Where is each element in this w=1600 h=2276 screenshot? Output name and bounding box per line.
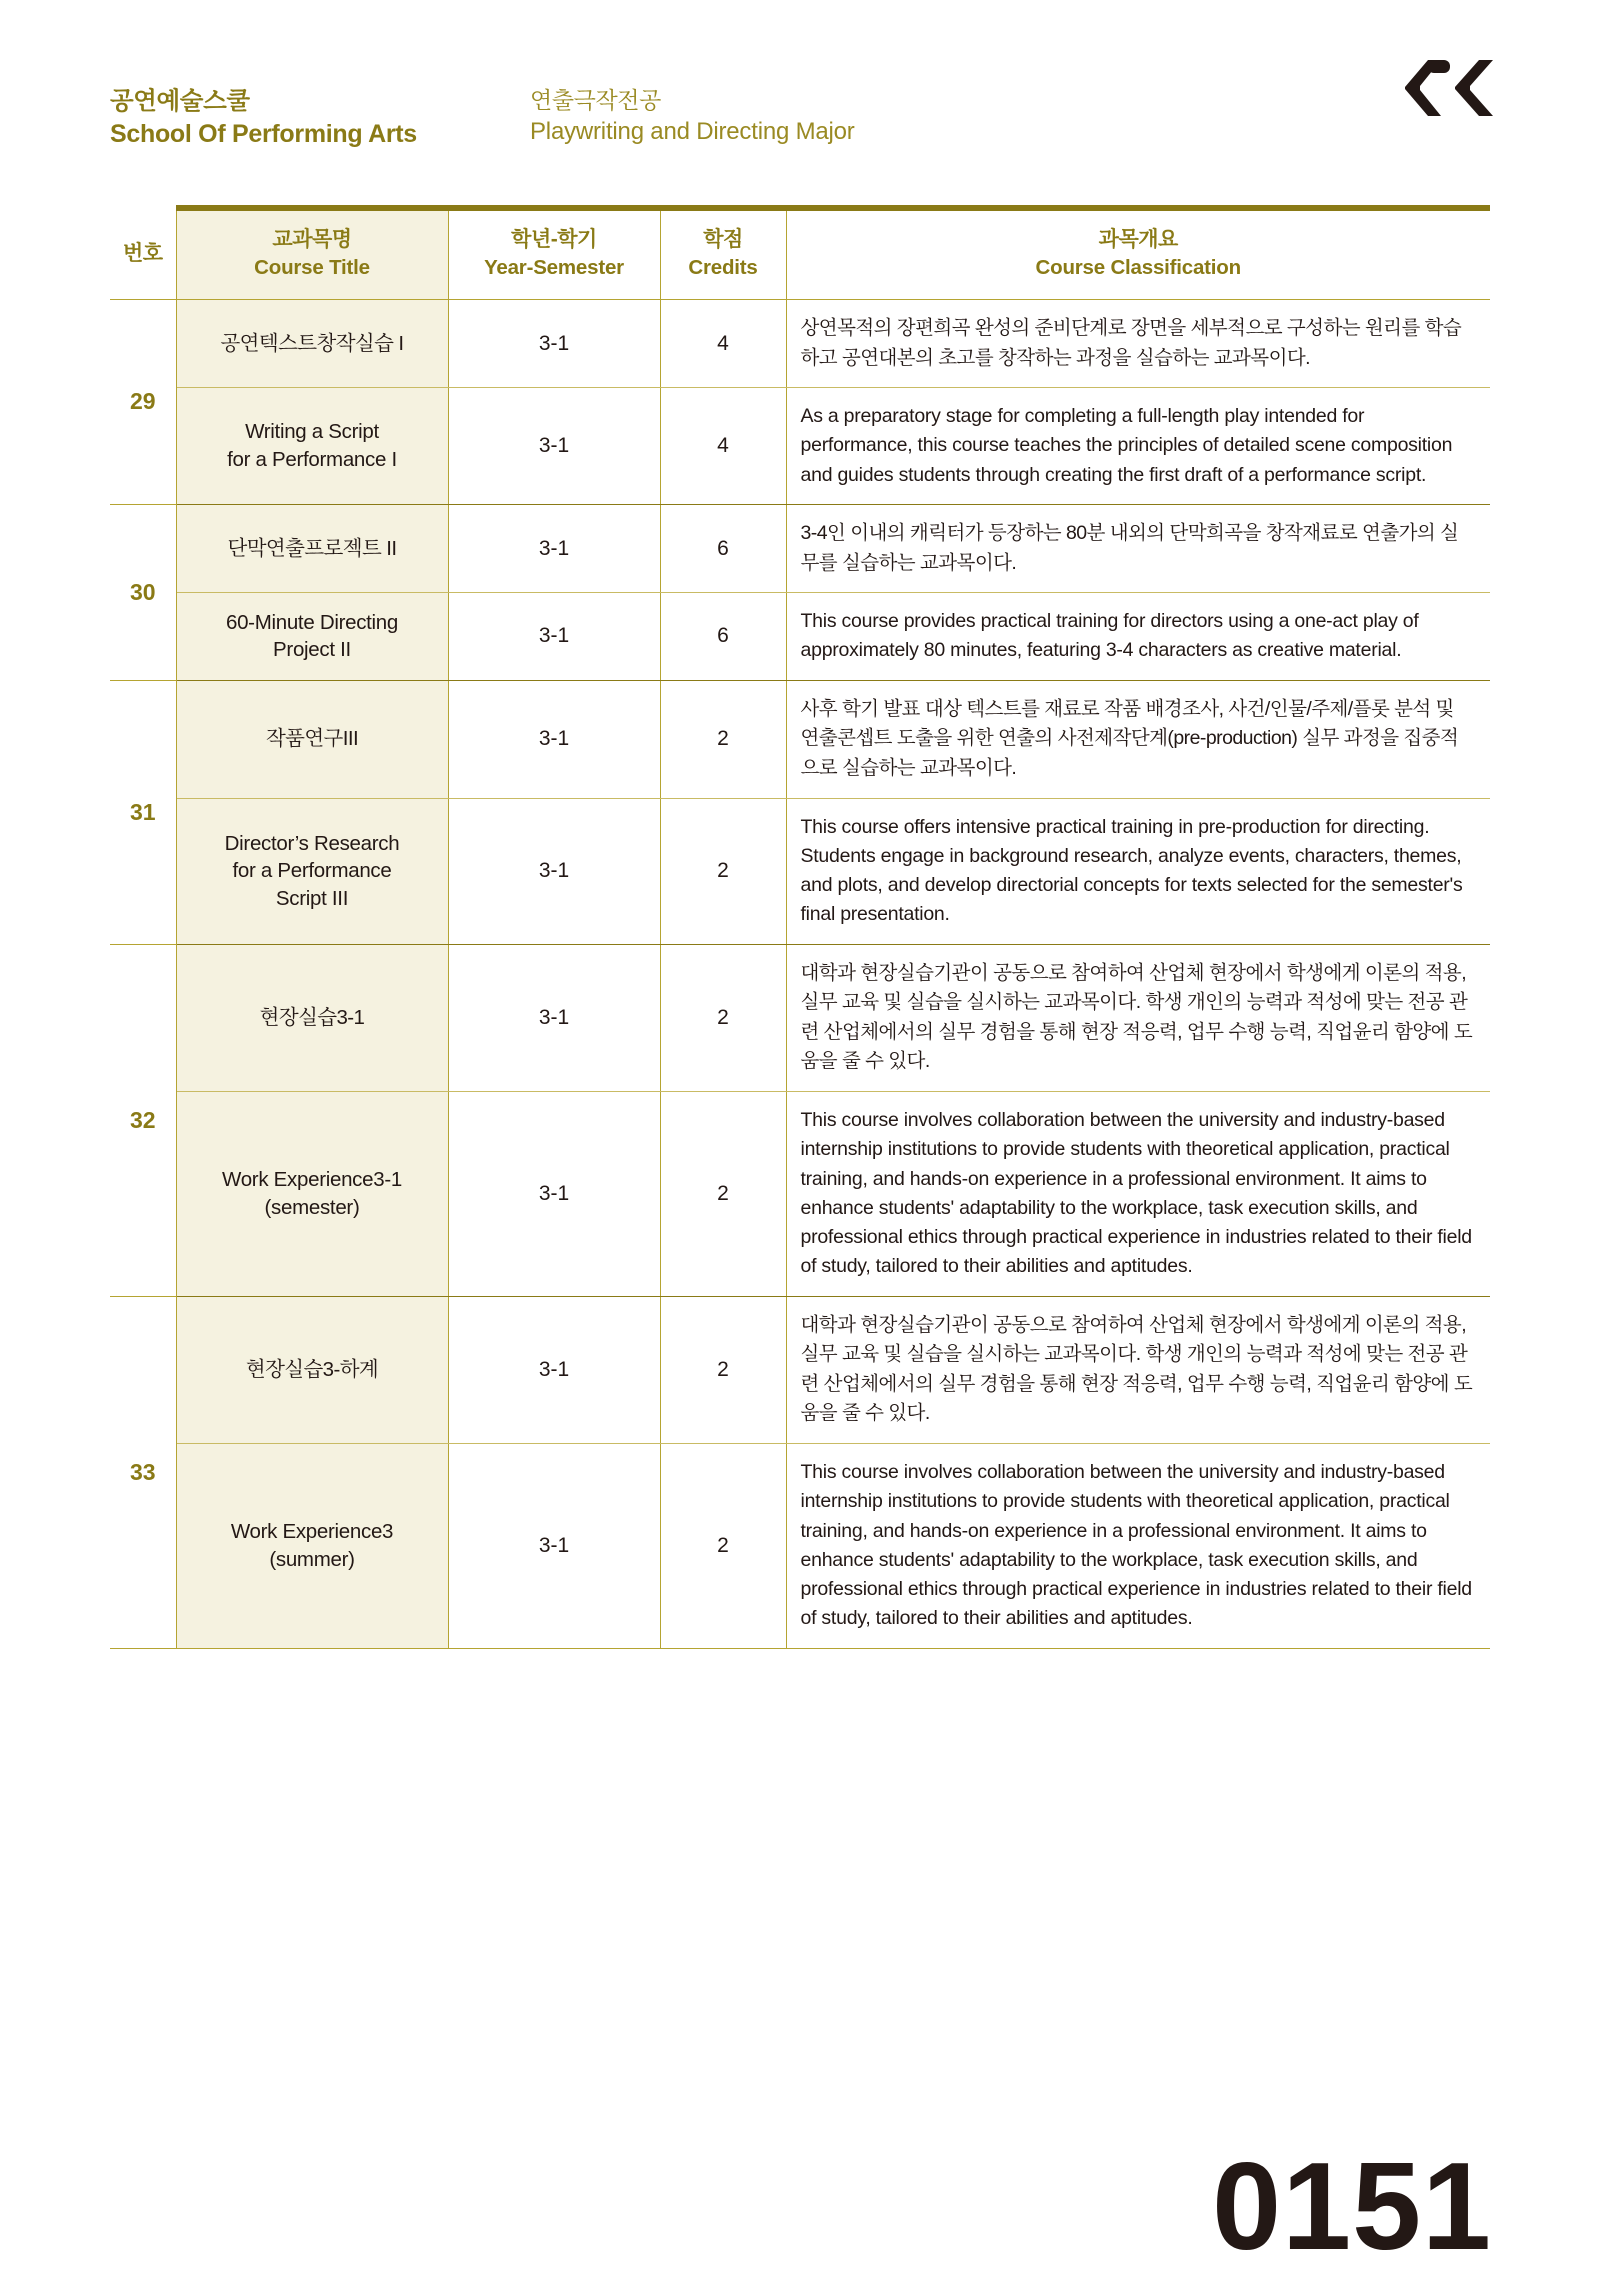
major-name-ko: 연출극작전공 [530, 87, 661, 113]
credits-cell: 2 [660, 680, 786, 798]
credits-cell: 6 [660, 593, 786, 681]
table-row [110, 504, 1490, 592]
course-title-cell: 현장실습3-1 [176, 944, 448, 1092]
course-description-cell: 대학과 현장실습기관이 공동으로 참여하여 산업체 현장에서 학생에게 이론의 적용, 실무 교육 및 실습을 실시하는 교과목이다. 학생 개인의 능력과 적성에 맞는 전공 관련 산업체에서의 실무 경험을 통해 현장 적응력, 업무 수행 능력, 직업윤리 함양에 도움을 줄 수 있다. [786, 1296, 1490, 1444]
course-title-cell: Writing a Script for a Performance I [176, 388, 448, 505]
page-header [110, 86, 1490, 166]
table-body [110, 299, 1490, 1648]
school-name-en: School Of Performing Arts [110, 119, 417, 148]
course-title-cell: 60-Minute Directing Project II [176, 593, 448, 681]
year-semester-cell: 3-1 [448, 680, 660, 798]
column-header-course-title-ko: 교과목명 [272, 228, 352, 251]
column-header-course-classification-ko: 과목개요 [1098, 228, 1178, 251]
table-row [110, 388, 1490, 505]
year-semester-cell: 3-1 [448, 299, 660, 387]
course-description-cell: This course offers intensive practical training in pre-production for directing. Students engage in background research, analyze events, characters, themes, and plots, and develop directorial concepts for texts selected for the semester's final presentation. [786, 798, 1490, 944]
column-header-course-title [176, 211, 448, 299]
course-table [110, 205, 1490, 1649]
column-header-credits [660, 211, 786, 299]
table-row [110, 680, 1490, 798]
table-row [110, 593, 1490, 681]
credits-cell: 2 [660, 1092, 786, 1297]
year-semester-cell: 3-1 [448, 798, 660, 944]
course-description-cell: As a preparatory stage for completing a full-length play intended for performance, this course teaches the principles of detailed scene composition and guides students through creating the first draft of a performance script. [786, 388, 1490, 505]
table-row [110, 299, 1490, 387]
year-semester-cell: 3-1 [448, 944, 660, 1092]
course-title-cell: 작품연구III [176, 680, 448, 798]
credits-cell: 2 [660, 798, 786, 944]
course-description-cell: 사후 학기 발표 대상 텍스트를 재료로 작품 배경조사, 사건/인물/주제/플롯 분석 및 연출콘셉트 도출을 위한 연출의 사전제작단계(pre-production) 실무 과정을 집중적으로 실습하는 교과목이다. [786, 680, 1490, 798]
row-number: 32 [110, 944, 176, 1296]
column-header-course-classification-en: Course Classification [1035, 256, 1241, 280]
course-title-cell: Work Experience3-1 (semester) [176, 1092, 448, 1297]
credits-cell: 2 [660, 1444, 786, 1649]
course-title-cell: Director’s Research for a Performance Script III [176, 798, 448, 944]
table-row [110, 1092, 1490, 1297]
credits-cell: 4 [660, 388, 786, 505]
row-number: 33 [110, 1296, 176, 1648]
credits-cell: 2 [660, 1296, 786, 1444]
table-row [110, 1444, 1490, 1649]
credits-cell: 6 [660, 504, 786, 592]
table-row [110, 798, 1490, 944]
year-semester-cell: 3-1 [448, 1092, 660, 1297]
column-header-year-semester [448, 211, 660, 299]
row-number: 30 [110, 504, 176, 680]
course-title-cell: 공연텍스트창작실습 I [176, 299, 448, 387]
column-header-course-classification [786, 211, 1490, 299]
school-name-block [110, 86, 417, 150]
ck-logo-icon [1403, 58, 1495, 118]
table-row [110, 944, 1490, 1092]
column-header-number [110, 211, 176, 299]
course-title-cell: 단막연출프로젝트 II [176, 504, 448, 592]
year-semester-cell: 3-1 [448, 504, 660, 592]
course-description-cell: This course involves collaboration between the university and industry-based internship institutions to provide students with theoretical application, practical training, and hands-on experience in a professional environment. It aims to enhance students' adaptability to the workplace, task execution skills, and professional ethics through practical experience in industries related to their field of study, tailored to their abilities and aptitudes. [786, 1092, 1490, 1297]
column-header-course-title-en: Course Title [254, 256, 370, 280]
course-title-cell: Work Experience3 (summer) [176, 1444, 448, 1649]
year-semester-cell: 3-1 [448, 388, 660, 505]
course-description-cell: 대학과 현장실습기관이 공동으로 참여하여 산업체 현장에서 학생에게 이론의 적용, 실무 교육 및 실습을 실시하는 교과목이다. 학생 개인의 능력과 적성에 맞는 전공 관련 산업체에서의 실무 경험을 통해 현장 적응력, 업무 수행 능력, 직업윤리 함양에 도움을 줄 수 있다. [786, 944, 1490, 1092]
year-semester-cell: 3-1 [448, 1444, 660, 1649]
column-header-credits-en: Credits [688, 256, 758, 280]
page-number: 0151 [1212, 2138, 1492, 2276]
table-header-row [110, 211, 1490, 299]
column-header-year-semester-ko: 학년-학기 [511, 228, 597, 251]
credits-cell: 4 [660, 299, 786, 387]
course-description-cell: This course provides practical training for directors using a one-act play of approximately 80 minutes, featuring 3-4 characters as creative material. [786, 593, 1490, 681]
row-number: 31 [110, 680, 176, 944]
course-description-cell: 3-4인 이내의 캐릭터가 등장하는 80분 내외의 단막희곡을 창작재료로 연출가의 실무를 실습하는 교과목이다. [786, 504, 1490, 592]
year-semester-cell: 3-1 [448, 1296, 660, 1444]
column-header-year-semester-en: Year-Semester [484, 256, 624, 280]
course-description-cell: 상연목적의 장편희곡 완성의 준비단계로 장면을 세부적으로 구성하는 원리를 학습하고 공연대본의 초고를 창작하는 과정을 실습하는 교과목이다. [786, 299, 1490, 387]
credits-cell: 2 [660, 944, 786, 1092]
column-header-credits-ko: 학점 [703, 228, 743, 251]
table-row [110, 1296, 1490, 1444]
major-name-block [530, 86, 855, 147]
course-title-cell: 현장실습3-하계 [176, 1296, 448, 1444]
course-table-wrapper [110, 205, 1490, 1649]
school-name-ko: 공연예술스쿨 [110, 88, 250, 115]
major-name-en: Playwriting and Directing Major [530, 117, 855, 145]
column-header-number-ko: 번호 [122, 242, 163, 266]
course-description-cell: This course involves collaboration between the university and industry-based internship institutions to provide students with theoretical application, practical training, and hands-on experience in a professional environment. It aims to enhance students' adaptability to the workplace, task execution skills, and professional ethics through practical experience in industries related to their field of study, tailored to their abilities and aptitudes. [786, 1444, 1490, 1649]
table-header [110, 205, 1490, 299]
year-semester-cell: 3-1 [448, 593, 660, 681]
row-number: 29 [110, 299, 176, 504]
